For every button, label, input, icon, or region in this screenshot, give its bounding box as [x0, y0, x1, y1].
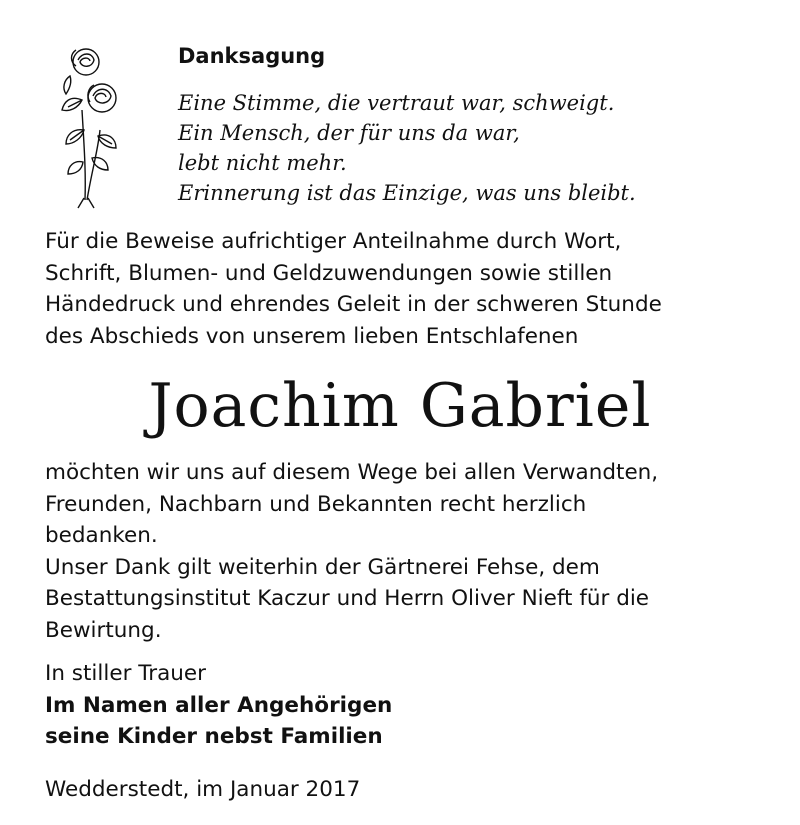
poem-line: Ein Mensch, der für uns da war, — [178, 121, 520, 145]
poem-line: Eine Stimme, die vertraut war, schweigt. — [178, 91, 615, 115]
thanks-line: Bestattungsinstitut Kaczur und Herrn Oliver Nieft für die — [45, 586, 650, 611]
poem-line: Erinnerung ist das Einzige, was uns bleibt. — [178, 181, 636, 205]
poem-line: lebt nicht mehr. — [178, 151, 347, 175]
rose-icon — [40, 40, 140, 210]
thanks-line: möchten wir uns auf diesem Wege bei allen Verwandten, — [45, 460, 659, 485]
closing-block — [45, 658, 392, 753]
poem — [178, 88, 636, 208]
intro-line: des Abschieds von unserem lieben Entschlafenen — [45, 323, 579, 349]
signature-line: seine Kinder nebst Familien — [45, 724, 383, 749]
deceased-name: Joachim Gabriel — [148, 371, 652, 441]
place-date: Wedderstedt, im Januar 2017 — [45, 777, 361, 802]
intro-paragraph — [45, 226, 662, 352]
mourning-line: In stiller Trauer — [45, 661, 206, 686]
notice-title: Danksagung — [178, 44, 326, 68]
intro-line: Schrift, Blumen- und Geldzuwendungen sowie stillen — [45, 260, 613, 286]
thanks-line: Freunden, Nachbarn und Bekannten recht herzlich — [45, 491, 587, 517]
intro-line: Händedruck und ehrendes Geleit in der schweren Stunde — [45, 292, 662, 317]
signature-line: Im Namen aller Angehörigen — [45, 692, 393, 718]
thanks-paragraph — [45, 457, 658, 646]
thanks-line: Bewirtung. — [45, 617, 162, 643]
intro-line: Für die Beweise aufrichtiger Anteilnahme durch Wort, — [45, 229, 622, 254]
thanks-line: bedanken. — [45, 523, 158, 548]
thanks-line: Unser Dank gilt weiterhin der Gärtnerei Fehse, dem — [45, 554, 600, 580]
